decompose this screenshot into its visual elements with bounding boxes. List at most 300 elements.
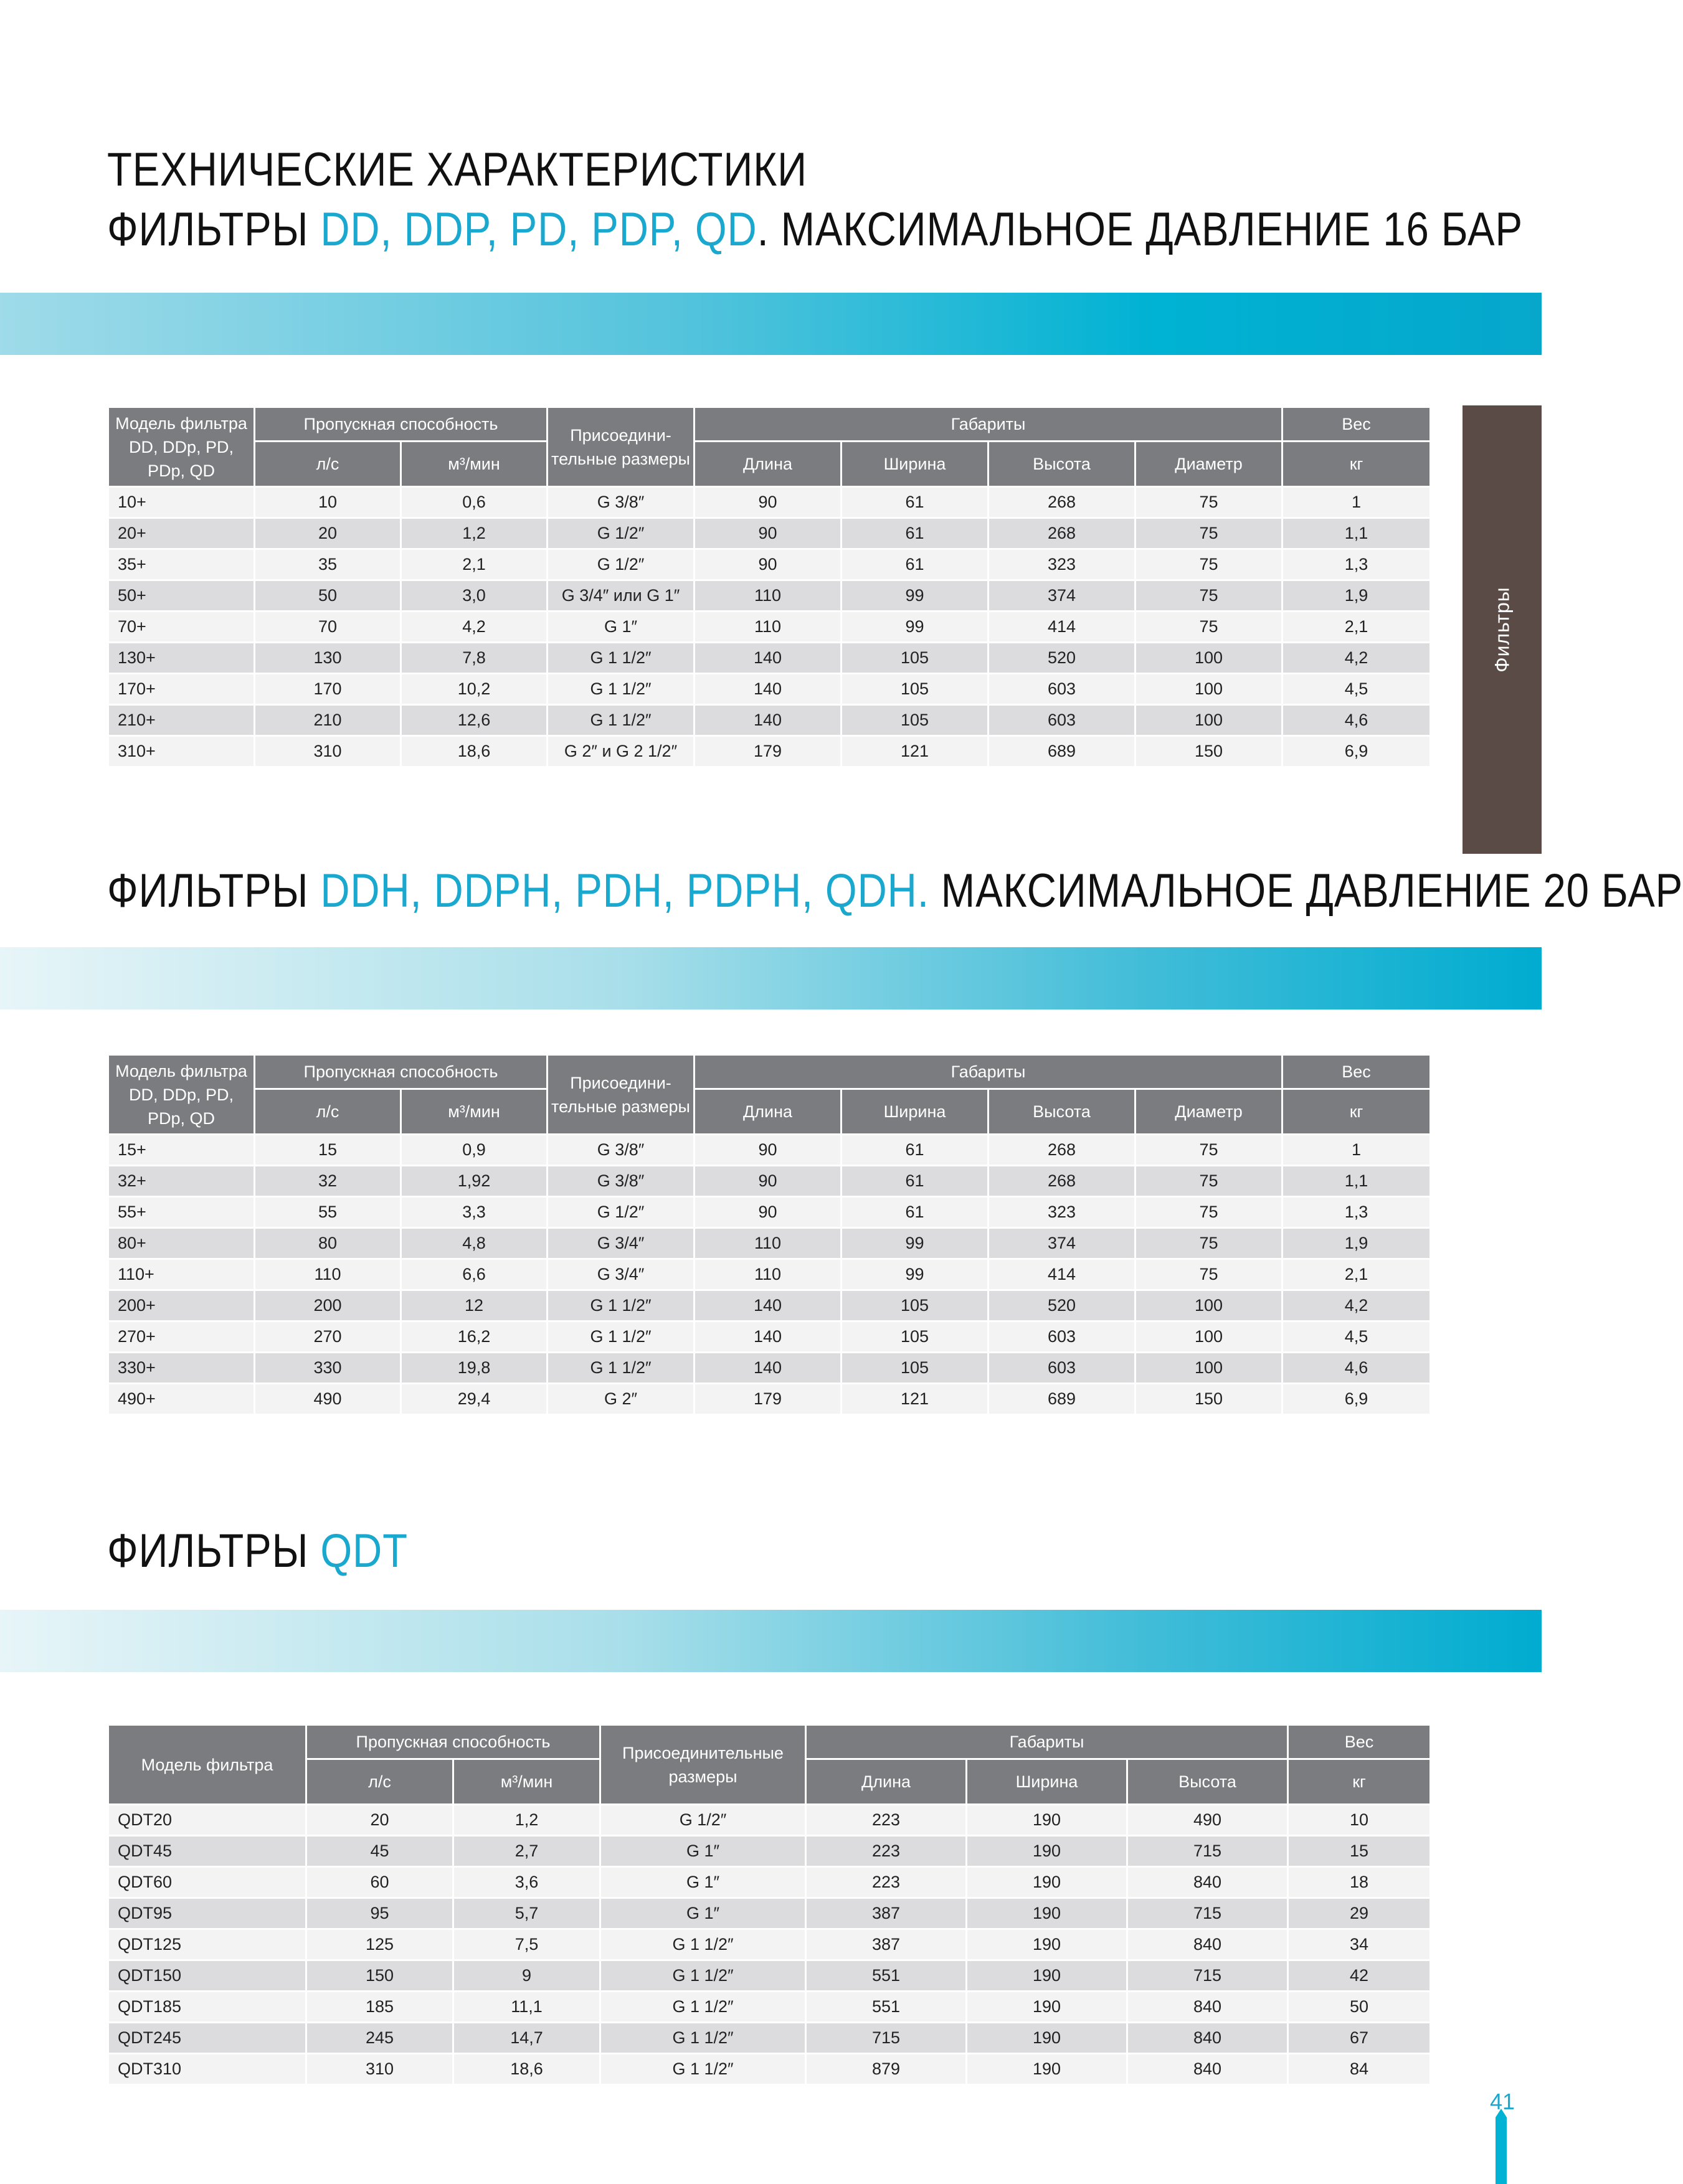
cell-kg: 1 bbox=[1282, 487, 1431, 518]
cell-width: 105 bbox=[841, 643, 988, 674]
cell-m3: 7,5 bbox=[453, 1929, 600, 1960]
cell-ls: 35 bbox=[255, 549, 401, 580]
cell-height: 840 bbox=[1127, 1929, 1288, 1960]
cell-diameter: 100 bbox=[1135, 1290, 1282, 1321]
table-row bbox=[108, 1384, 1431, 1415]
table-row bbox=[108, 736, 1431, 767]
cell-connection: G 1 1/2″ bbox=[548, 643, 695, 674]
cell-model: 110+ bbox=[108, 1259, 255, 1290]
cell-diameter: 150 bbox=[1135, 736, 1282, 767]
cell-kg: 15 bbox=[1288, 1836, 1431, 1867]
cell-height: 603 bbox=[988, 1353, 1135, 1384]
cell-connection: G 1/2″ bbox=[548, 1197, 695, 1228]
header-height: Высота bbox=[988, 442, 1135, 487]
cell-width: 105 bbox=[841, 1353, 988, 1384]
header-m3: м³/мин bbox=[453, 1759, 600, 1805]
cell-connection: G 1 1/2″ bbox=[548, 1321, 695, 1353]
cell-kg: 29 bbox=[1288, 1898, 1431, 1929]
cell-ls: 210 bbox=[255, 705, 401, 736]
cell-kg: 1,3 bbox=[1282, 1197, 1431, 1228]
cell-kg: 34 bbox=[1288, 1929, 1431, 1960]
cell-ls: 15 bbox=[255, 1135, 401, 1166]
table-row bbox=[108, 1992, 1431, 2023]
cell-length: 551 bbox=[806, 1960, 967, 1992]
cell-height: 374 bbox=[988, 1228, 1135, 1259]
cell-length: 90 bbox=[695, 1135, 841, 1166]
cell-model: 32+ bbox=[108, 1166, 255, 1197]
cell-model: 200+ bbox=[108, 1290, 255, 1321]
table-row bbox=[108, 1166, 1431, 1197]
cell-ls: 200 bbox=[255, 1290, 401, 1321]
cell-diameter: 75 bbox=[1135, 487, 1282, 518]
spec-table-20bar bbox=[107, 1054, 1431, 1416]
title-models: DDH, DDPH, PDH, PDPH, QDH. bbox=[320, 864, 929, 917]
cell-diameter: 75 bbox=[1135, 1228, 1282, 1259]
header-throughput: Пропускная способность bbox=[255, 407, 548, 442]
cell-kg: 4,2 bbox=[1282, 1290, 1431, 1321]
cell-width: 105 bbox=[841, 1321, 988, 1353]
cell-ls: 60 bbox=[306, 1867, 453, 1898]
cell-length: 223 bbox=[806, 1805, 967, 1836]
cell-length: 140 bbox=[695, 1353, 841, 1384]
cell-height: 840 bbox=[1127, 1867, 1288, 1898]
cell-diameter: 100 bbox=[1135, 643, 1282, 674]
cell-ls: 55 bbox=[255, 1197, 401, 1228]
cell-m3: 11,1 bbox=[453, 1992, 600, 2023]
cell-height: 520 bbox=[988, 643, 1135, 674]
cell-width: 105 bbox=[841, 1290, 988, 1321]
cell-length: 551 bbox=[806, 1992, 967, 2023]
cell-model: QDT60 bbox=[108, 1867, 306, 1898]
table-row bbox=[108, 1836, 1431, 1867]
cell-length: 140 bbox=[695, 1290, 841, 1321]
cell-model: QDT125 bbox=[108, 1929, 306, 1960]
cell-connection: G 1 1/2″ bbox=[548, 1290, 695, 1321]
cell-height: 414 bbox=[988, 612, 1135, 643]
cell-connection: G 1 1/2″ bbox=[600, 2023, 806, 2054]
cell-width: 105 bbox=[841, 674, 988, 705]
cell-length: 110 bbox=[695, 580, 841, 612]
cell-model: QDT20 bbox=[108, 1805, 306, 1836]
cell-ls: 270 bbox=[255, 1321, 401, 1353]
cell-width: 99 bbox=[841, 612, 988, 643]
cell-model: 35+ bbox=[108, 549, 255, 580]
cell-width: 190 bbox=[967, 1836, 1127, 1867]
cell-height: 490 bbox=[1127, 1805, 1288, 1836]
cell-width: 190 bbox=[967, 1992, 1127, 2023]
cell-length: 387 bbox=[806, 1898, 967, 1929]
cell-kg: 4,5 bbox=[1282, 674, 1431, 705]
cell-ls: 170 bbox=[255, 674, 401, 705]
header-model: Модель фильтра bbox=[108, 1725, 306, 1805]
table-row bbox=[108, 1321, 1431, 1353]
cell-m3: 0,6 bbox=[401, 487, 548, 518]
cell-width: 61 bbox=[841, 549, 988, 580]
cell-width: 190 bbox=[967, 2023, 1127, 2054]
cell-length: 140 bbox=[695, 643, 841, 674]
cell-m3: 3,6 bbox=[453, 1867, 600, 1898]
cell-m3: 2,7 bbox=[453, 1836, 600, 1867]
title-prefix: ФИЛЬТРЫ bbox=[107, 203, 321, 256]
cell-length: 110 bbox=[695, 1259, 841, 1290]
cell-ls: 32 bbox=[255, 1166, 401, 1197]
cell-kg: 1 bbox=[1282, 1135, 1431, 1166]
cell-ls: 330 bbox=[255, 1353, 401, 1384]
cell-width: 61 bbox=[841, 1197, 988, 1228]
cell-model: QDT185 bbox=[108, 1992, 306, 2023]
cell-diameter: 75 bbox=[1135, 1166, 1282, 1197]
cell-connection: G 1 1/2″ bbox=[600, 1992, 806, 2023]
cell-height: 715 bbox=[1127, 1960, 1288, 1992]
cell-m3: 2,1 bbox=[401, 549, 548, 580]
cell-connection: G 1 1/2″ bbox=[548, 705, 695, 736]
header-diameter: Диаметр bbox=[1135, 442, 1282, 487]
table-row bbox=[108, 487, 1431, 518]
cell-kg: 4,5 bbox=[1282, 1321, 1431, 1353]
cell-model: 15+ bbox=[108, 1135, 255, 1166]
header-kg: кг bbox=[1282, 442, 1431, 487]
page-number: 41 bbox=[1490, 2089, 1515, 2114]
cell-width: 61 bbox=[841, 487, 988, 518]
title-models: DD, DDP, PD, PDP, QD bbox=[320, 203, 757, 256]
header-throughput: Пропускная способность bbox=[306, 1725, 600, 1759]
cell-width: 121 bbox=[841, 1384, 988, 1415]
cell-connection: G 1 1/2″ bbox=[548, 1353, 695, 1384]
cell-length: 110 bbox=[695, 1228, 841, 1259]
cell-m3: 4,2 bbox=[401, 612, 548, 643]
cell-kg: 4,2 bbox=[1282, 643, 1431, 674]
cell-model: 490+ bbox=[108, 1384, 255, 1415]
cell-model: 170+ bbox=[108, 674, 255, 705]
cell-connection: G 1 1/2″ bbox=[600, 1929, 806, 1960]
table-row bbox=[108, 1805, 1431, 1836]
cell-width: 99 bbox=[841, 580, 988, 612]
header-model: Модель фильтра DD, DDp, PD, PDp, QD bbox=[108, 407, 255, 487]
cell-ls: 80 bbox=[255, 1228, 401, 1259]
header-weight: Вес bbox=[1288, 1725, 1431, 1759]
cell-length: 110 bbox=[695, 612, 841, 643]
page-title-line1: ТЕХНИЧЕСКИЕ ХАРАКТЕРИСТИКИ bbox=[107, 143, 807, 196]
cell-connection: G 3/4″ bbox=[548, 1228, 695, 1259]
cell-height: 323 bbox=[988, 549, 1135, 580]
table-row bbox=[108, 674, 1431, 705]
header-width: Ширина bbox=[841, 1089, 988, 1135]
cell-height: 840 bbox=[1127, 2054, 1288, 2085]
cell-model: 20+ bbox=[108, 518, 255, 549]
decorative-band bbox=[0, 1610, 1542, 1672]
cell-length: 179 bbox=[695, 736, 841, 767]
title-prefix: ФИЛЬТРЫ bbox=[107, 864, 321, 917]
table-row bbox=[108, 705, 1431, 736]
header-connection: Присоедини-тельные размеры bbox=[548, 407, 695, 487]
cell-model: 330+ bbox=[108, 1353, 255, 1384]
cell-ls: 50 bbox=[255, 580, 401, 612]
table-row bbox=[108, 1290, 1431, 1321]
header-connection: Присоединительные размеры bbox=[600, 1725, 806, 1805]
header-dimensions: Габариты bbox=[695, 1055, 1282, 1089]
cell-model: 210+ bbox=[108, 705, 255, 736]
header-ls: л/с bbox=[255, 1089, 401, 1135]
header-height: Высота bbox=[988, 1089, 1135, 1135]
cell-model: QDT95 bbox=[108, 1898, 306, 1929]
cell-length: 179 bbox=[695, 1384, 841, 1415]
cell-m3: 5,7 bbox=[453, 1898, 600, 1929]
cell-diameter: 100 bbox=[1135, 674, 1282, 705]
cell-m3: 10,2 bbox=[401, 674, 548, 705]
cell-kg: 1,9 bbox=[1282, 1228, 1431, 1259]
cell-kg: 2,1 bbox=[1282, 612, 1431, 643]
cell-kg: 10 bbox=[1288, 1805, 1431, 1836]
table-row bbox=[108, 1960, 1431, 1992]
cell-ls: 245 bbox=[306, 2023, 453, 2054]
cell-width: 190 bbox=[967, 2054, 1127, 2085]
side-section-tab bbox=[1463, 405, 1542, 854]
header-length: Длина bbox=[695, 442, 841, 487]
table-row bbox=[108, 1353, 1431, 1384]
cell-m3: 7,8 bbox=[401, 643, 548, 674]
table-row bbox=[108, 1898, 1431, 1929]
cell-m3: 1,2 bbox=[401, 518, 548, 549]
header-width: Ширина bbox=[841, 442, 988, 487]
cell-diameter: 150 bbox=[1135, 1384, 1282, 1415]
header-kg: кг bbox=[1288, 1759, 1431, 1805]
cell-height: 715 bbox=[1127, 1898, 1288, 1929]
header-ls: л/с bbox=[255, 442, 401, 487]
cell-connection: G 1″ bbox=[548, 612, 695, 643]
cell-model: QDT150 bbox=[108, 1960, 306, 1992]
cell-height: 715 bbox=[1127, 1836, 1288, 1867]
header-m3: м³/мин bbox=[401, 442, 548, 487]
cell-kg: 6,9 bbox=[1282, 1384, 1431, 1415]
page-title bbox=[107, 140, 1523, 260]
cell-length: 223 bbox=[806, 1867, 967, 1898]
cell-model: 70+ bbox=[108, 612, 255, 643]
title-models: QDT bbox=[320, 1525, 408, 1577]
section-title-qdt bbox=[107, 1521, 408, 1581]
cell-kg: 18 bbox=[1288, 1867, 1431, 1898]
cell-m3: 12,6 bbox=[401, 705, 548, 736]
cell-ls: 130 bbox=[255, 643, 401, 674]
cell-kg: 1,1 bbox=[1282, 1166, 1431, 1197]
cell-model: QDT245 bbox=[108, 2023, 306, 2054]
header-connection: Присоедини-тельные размеры bbox=[548, 1055, 695, 1135]
table-row bbox=[108, 549, 1431, 580]
spec-table-qdt bbox=[107, 1724, 1431, 2086]
table-row bbox=[108, 612, 1431, 643]
table-row bbox=[108, 1135, 1431, 1166]
cell-length: 140 bbox=[695, 1321, 841, 1353]
table-row bbox=[108, 1228, 1431, 1259]
cell-height: 323 bbox=[988, 1197, 1135, 1228]
cell-width: 190 bbox=[967, 1867, 1127, 1898]
cell-kg: 6,9 bbox=[1282, 736, 1431, 767]
cell-height: 689 bbox=[988, 736, 1135, 767]
header-dimensions: Габариты bbox=[695, 407, 1282, 442]
cell-width: 61 bbox=[841, 1166, 988, 1197]
cell-ls: 125 bbox=[306, 1929, 453, 1960]
cell-m3: 1,2 bbox=[453, 1805, 600, 1836]
cell-width: 121 bbox=[841, 736, 988, 767]
cell-height: 268 bbox=[988, 487, 1135, 518]
cell-height: 689 bbox=[988, 1384, 1135, 1415]
header-length: Длина bbox=[806, 1759, 967, 1805]
cell-connection: G 3/8″ bbox=[548, 1135, 695, 1166]
cell-height: 268 bbox=[988, 1166, 1135, 1197]
table-row bbox=[108, 2023, 1431, 2054]
header-kg: кг bbox=[1282, 1089, 1431, 1135]
side-tab-label: Фильтры bbox=[1491, 587, 1513, 673]
cell-length: 140 bbox=[695, 674, 841, 705]
cell-length: 90 bbox=[695, 518, 841, 549]
cell-m3: 12 bbox=[401, 1290, 548, 1321]
cell-kg: 50 bbox=[1288, 1992, 1431, 2023]
cell-diameter: 100 bbox=[1135, 1321, 1282, 1353]
cell-m3: 18,6 bbox=[401, 736, 548, 767]
header-dimensions: Габариты bbox=[806, 1725, 1288, 1759]
cell-model: 50+ bbox=[108, 580, 255, 612]
cell-connection: G 1/2″ bbox=[548, 518, 695, 549]
cell-m3: 3,0 bbox=[401, 580, 548, 612]
table-row bbox=[108, 1867, 1431, 1898]
cell-model: 55+ bbox=[108, 1197, 255, 1228]
header-model: Модель фильтра DD, DDp, PD, PDp, QD bbox=[108, 1055, 255, 1135]
header-length: Длина bbox=[695, 1089, 841, 1135]
cell-ls: 10 bbox=[255, 487, 401, 518]
cell-width: 99 bbox=[841, 1259, 988, 1290]
cell-connection: G 3/4″ или G 1″ bbox=[548, 580, 695, 612]
cell-kg: 67 bbox=[1288, 2023, 1431, 2054]
header-weight: Вес bbox=[1282, 1055, 1431, 1089]
cell-connection: G 1/2″ bbox=[600, 1805, 806, 1836]
header-m3: м³/мин bbox=[401, 1089, 548, 1135]
cell-diameter: 75 bbox=[1135, 580, 1282, 612]
cell-connection: G 2″ и G 2 1/2″ bbox=[548, 736, 695, 767]
cell-height: 603 bbox=[988, 705, 1135, 736]
cell-length: 223 bbox=[806, 1836, 967, 1867]
cell-kg: 1,3 bbox=[1282, 549, 1431, 580]
cell-diameter: 75 bbox=[1135, 518, 1282, 549]
cell-ls: 45 bbox=[306, 1836, 453, 1867]
cell-ls: 95 bbox=[306, 1898, 453, 1929]
table-row bbox=[108, 2054, 1431, 2085]
cell-m3: 16,2 bbox=[401, 1321, 548, 1353]
cell-width: 105 bbox=[841, 705, 988, 736]
cell-connection: G 2″ bbox=[548, 1384, 695, 1415]
cell-m3: 0,9 bbox=[401, 1135, 548, 1166]
cell-width: 190 bbox=[967, 1898, 1127, 1929]
header-ls: л/с bbox=[306, 1759, 453, 1805]
cell-m3: 29,4 bbox=[401, 1384, 548, 1415]
header-throughput: Пропускная способность bbox=[255, 1055, 548, 1089]
cell-height: 414 bbox=[988, 1259, 1135, 1290]
header-height: Высота bbox=[1127, 1759, 1288, 1805]
cell-length: 90 bbox=[695, 549, 841, 580]
cell-m3: 19,8 bbox=[401, 1353, 548, 1384]
cell-model: 80+ bbox=[108, 1228, 255, 1259]
cell-ls: 70 bbox=[255, 612, 401, 643]
cell-kg: 1,1 bbox=[1282, 518, 1431, 549]
cell-model: 130+ bbox=[108, 643, 255, 674]
cell-ls: 20 bbox=[306, 1805, 453, 1836]
cell-kg: 84 bbox=[1288, 2054, 1431, 2085]
header-weight: Вес bbox=[1282, 407, 1431, 442]
cell-model: 270+ bbox=[108, 1321, 255, 1353]
cell-connection: G 1″ bbox=[600, 1867, 806, 1898]
cell-kg: 2,1 bbox=[1282, 1259, 1431, 1290]
cell-model: 10+ bbox=[108, 487, 255, 518]
table-row bbox=[108, 518, 1431, 549]
cell-m3: 4,8 bbox=[401, 1228, 548, 1259]
cell-kg: 1,9 bbox=[1282, 580, 1431, 612]
cell-kg: 4,6 bbox=[1282, 705, 1431, 736]
table-row bbox=[108, 643, 1431, 674]
cell-ls: 310 bbox=[306, 2054, 453, 2085]
cell-height: 603 bbox=[988, 1321, 1135, 1353]
cell-height: 603 bbox=[988, 674, 1135, 705]
cell-height: 840 bbox=[1127, 1992, 1288, 2023]
cell-model: QDT310 bbox=[108, 2054, 306, 2085]
cell-length: 90 bbox=[695, 487, 841, 518]
cell-diameter: 75 bbox=[1135, 1259, 1282, 1290]
cell-diameter: 75 bbox=[1135, 549, 1282, 580]
cell-connection: G 1″ bbox=[600, 1898, 806, 1929]
cell-m3: 6,6 bbox=[401, 1259, 548, 1290]
cell-connection: G 1 1/2″ bbox=[600, 1960, 806, 1992]
cell-connection: G 1″ bbox=[600, 1836, 806, 1867]
cell-width: 190 bbox=[967, 1929, 1127, 1960]
header-width: Ширина bbox=[967, 1759, 1127, 1805]
cell-connection: G 1/2″ bbox=[548, 549, 695, 580]
cell-ls: 185 bbox=[306, 1992, 453, 2023]
cell-height: 840 bbox=[1127, 2023, 1288, 2054]
table-row bbox=[108, 580, 1431, 612]
section-title-20bar bbox=[107, 861, 1683, 921]
cell-connection: G 3/8″ bbox=[548, 487, 695, 518]
cell-width: 99 bbox=[841, 1228, 988, 1259]
title-suffix: МАКСИМАЛЬНОЕ ДАВЛЕНИЕ 20 БАР bbox=[929, 864, 1683, 917]
cell-diameter: 100 bbox=[1135, 705, 1282, 736]
page-marker-icon bbox=[1496, 2117, 1507, 2184]
cell-connection: G 1 1/2″ bbox=[600, 2054, 806, 2085]
cell-length: 90 bbox=[695, 1166, 841, 1197]
decorative-band bbox=[0, 293, 1542, 355]
cell-connection: G 3/8″ bbox=[548, 1166, 695, 1197]
cell-length: 879 bbox=[806, 2054, 967, 2085]
cell-connection: G 3/4″ bbox=[548, 1259, 695, 1290]
cell-m3: 1,92 bbox=[401, 1166, 548, 1197]
cell-m3: 9 bbox=[453, 1960, 600, 1992]
cell-length: 387 bbox=[806, 1929, 967, 1960]
cell-ls: 490 bbox=[255, 1384, 401, 1415]
cell-diameter: 75 bbox=[1135, 612, 1282, 643]
cell-length: 715 bbox=[806, 2023, 967, 2054]
cell-m3: 3,3 bbox=[401, 1197, 548, 1228]
cell-width: 61 bbox=[841, 518, 988, 549]
cell-ls: 310 bbox=[255, 736, 401, 767]
cell-kg: 42 bbox=[1288, 1960, 1431, 1992]
cell-ls: 150 bbox=[306, 1960, 453, 1992]
spec-table-16bar bbox=[107, 406, 1431, 768]
cell-kg: 4,6 bbox=[1282, 1353, 1431, 1384]
cell-height: 374 bbox=[988, 580, 1135, 612]
cell-diameter: 75 bbox=[1135, 1197, 1282, 1228]
table-row bbox=[108, 1197, 1431, 1228]
cell-diameter: 100 bbox=[1135, 1353, 1282, 1384]
cell-m3: 18,6 bbox=[453, 2054, 600, 2085]
cell-connection: G 1 1/2″ bbox=[548, 674, 695, 705]
cell-ls: 110 bbox=[255, 1259, 401, 1290]
cell-model: QDT45 bbox=[108, 1836, 306, 1867]
